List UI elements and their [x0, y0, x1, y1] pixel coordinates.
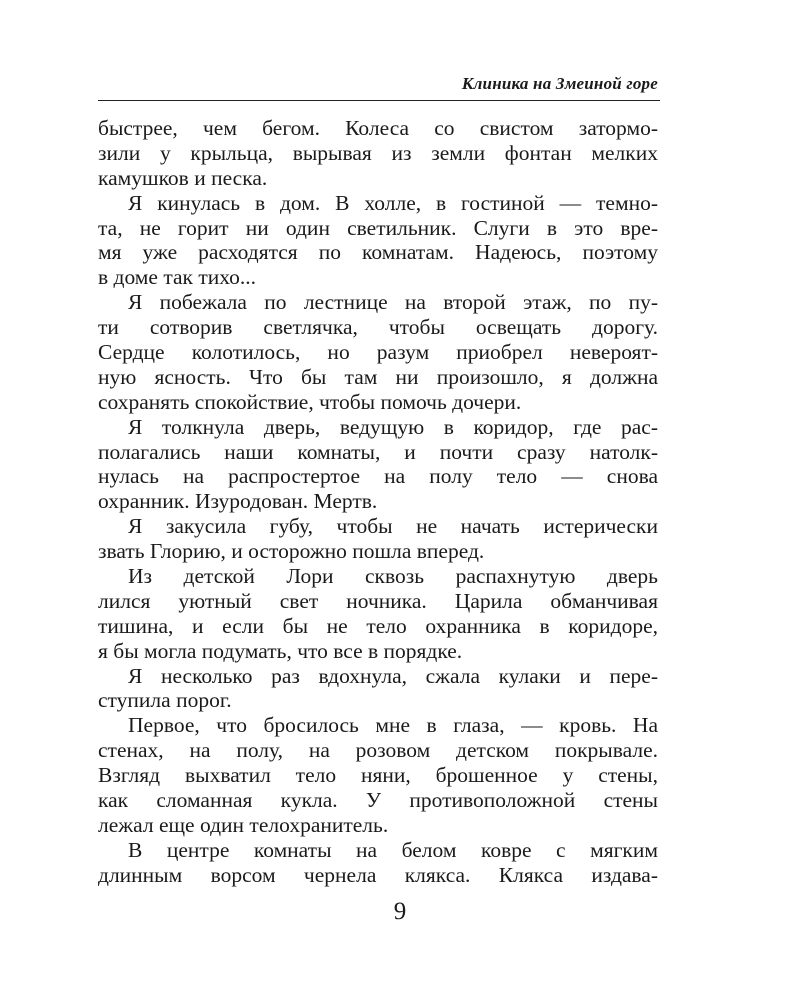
text-line: нулась на распростертое на полу тело — снова [98, 464, 658, 489]
text-line: как сломанная кукла. У противоположной стены [98, 788, 658, 813]
text-line: зили у крыльца, вырывая из земли фонтан мелких [98, 140, 658, 165]
text-line: камушков и песка. [98, 165, 268, 190]
text-line: лежал еще один телохранитель. [98, 812, 389, 837]
page-number: 9 [393, 898, 407, 925]
text-line: Сердце колотилось, но разум приобрел невероят- [98, 340, 658, 365]
text-line: звать Глорию, и осторожно пошла вперед. [98, 539, 485, 564]
text-line: я бы могла подумать, что все в порядке. [98, 638, 463, 663]
text-line: Я побежала по лестнице на второй этаж, по пу- [128, 290, 658, 315]
text-line: ступила порог. [98, 688, 232, 713]
text-line: полагались наши комнаты, и почти сразу натолк- [98, 439, 658, 464]
text-line: лился уютный свет ночника. Царила обманчивая [98, 588, 658, 613]
text-line: тишина, и если бы не тело охранника в коридоре, [98, 613, 658, 638]
text-line: Я кинулась в дом. В холле, в гостиной — темно- [128, 190, 658, 215]
running-title: Клиника на Змеиной горе [461, 74, 658, 93]
text-line: та, не горит ни один светильник. Слуги в это вре- [98, 215, 658, 240]
text-line: Я несколько раз вдохнула, сжала кулаки и пере- [128, 663, 658, 688]
text-line: длинным ворсом чернела клякса. Клякса издава- [98, 862, 658, 887]
text-line: в доме так тихо... [98, 265, 257, 290]
text-line: стенах, на полу, на розовом детском покрывале. [98, 738, 658, 763]
text-line: Взгляд выхватил тело няни, брошенное у стены, [98, 763, 658, 788]
text-line: сохранять спокойствие, чтобы помочь дочери. [98, 389, 522, 414]
text-line: ти сотворив светлячка, чтобы освещать дорогу. [98, 315, 658, 340]
running-header [98, 74, 660, 101]
body-text [98, 116, 658, 888]
text-line: мя уже расходятся по комнатам. Надеюсь, поэтому [98, 240, 658, 265]
text-line: Из детской Лори сквозь распахнутую дверь [128, 564, 658, 589]
text-line: быстрее, чем бегом. Колеса со свистом затормо- [98, 116, 658, 140]
text-line: Первое, что бросилось мне в глаза, — кровь. На [128, 713, 658, 738]
text-line: В центре комнаты на белом ковре с мягким [128, 837, 658, 862]
text-line: Я толкнула дверь, ведущую в коридор, где рас- [128, 414, 658, 439]
text-line: Я закусила губу, чтобы не начать истерически [128, 514, 658, 539]
text-line: ную ясность. Что бы там ни произошло, я должна [98, 364, 658, 389]
text-line: охранник. Изуродован. Мертв. [98, 489, 378, 514]
